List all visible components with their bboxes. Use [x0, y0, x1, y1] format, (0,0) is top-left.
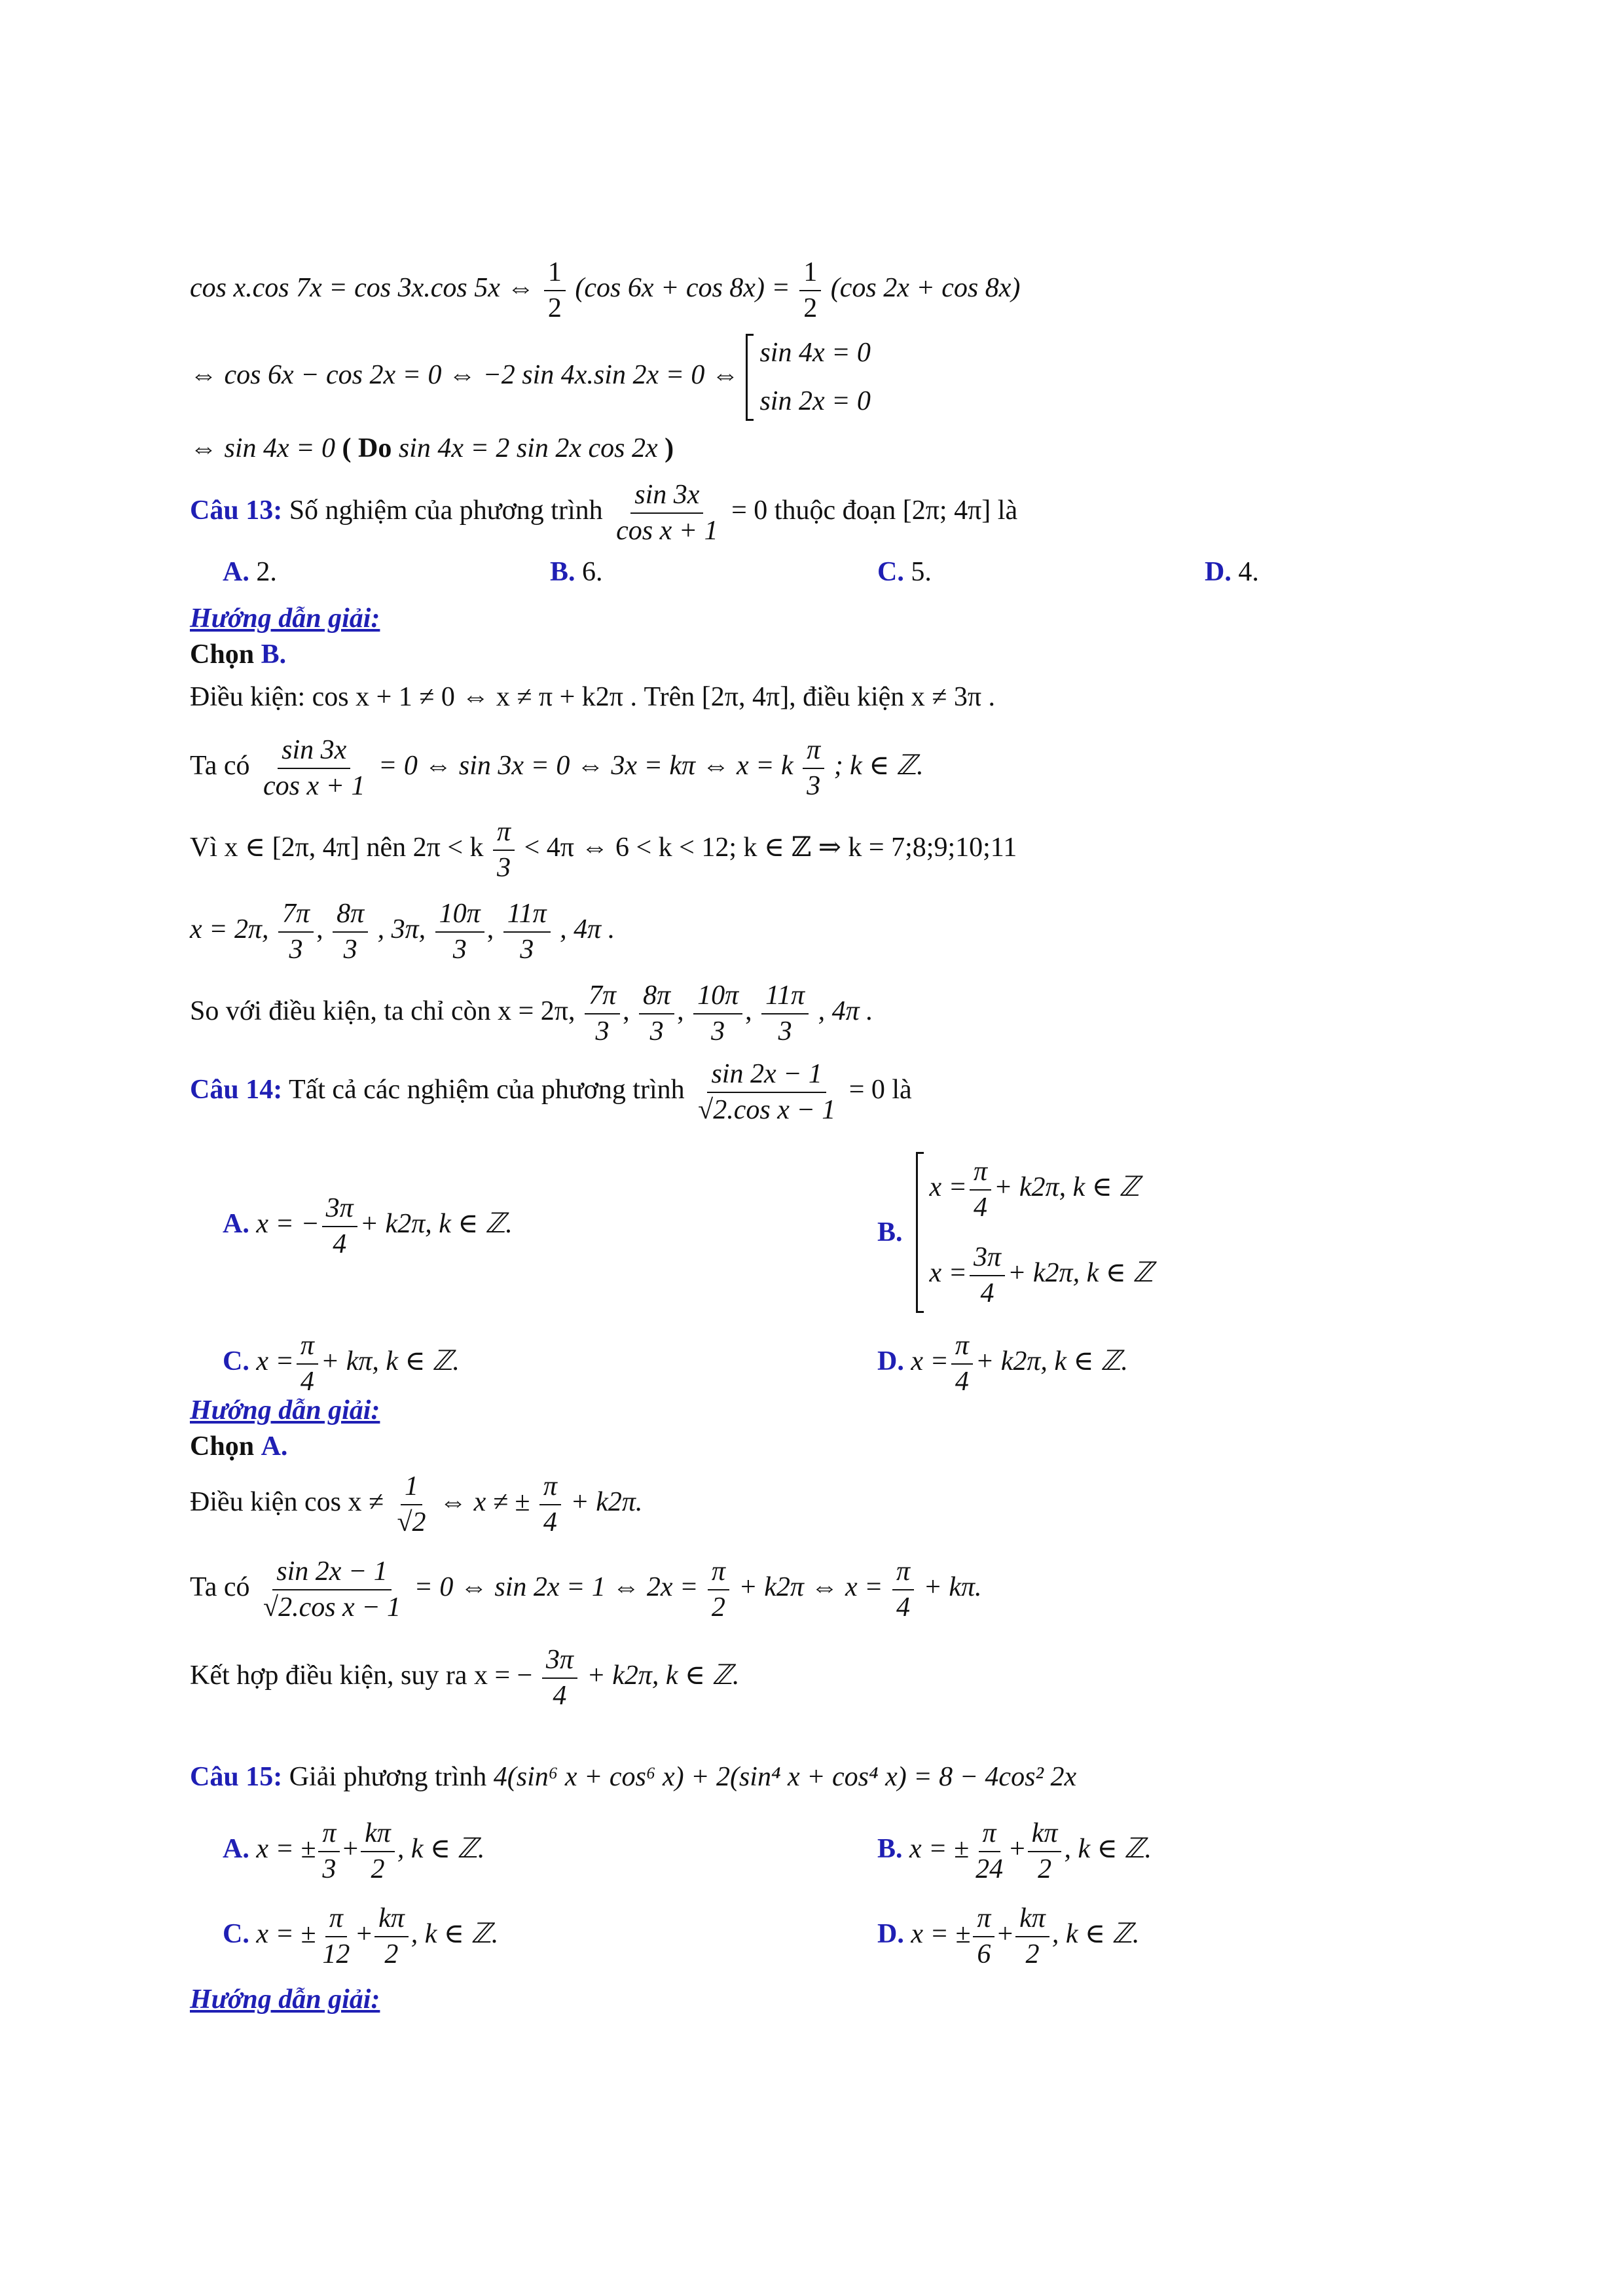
q14-condition: Điều kiện cos x ≠ $\frac{1}{√2}$ ⇔ x ≠ ± $\frac{\pi}{4}$ + k2π. — [190, 1469, 642, 1539]
proof-line-3: ⇔ sin 4x = 0 ( Do sin 4x = 2 sin 2x cos 2x ) — [190, 433, 674, 463]
proof-line-1 — [190, 255, 1020, 325]
q15-label: Câu 15: — [190, 1762, 283, 1792]
proof-l1-b: (cos 2x + cos 8x) — [830, 273, 1021, 304]
q14-answer: Chọn A. — [190, 1431, 288, 1462]
fraction-half: $\frac{1}{2}$ — [544, 255, 566, 325]
proof-l1-lhs: cos x.cos 7x = cos 3x.cos 5x ⇔ — [190, 273, 535, 304]
q13-solve: Ta có $\frac{\sin 3x}{\text{cos x + 1}}$ = 0 ⇔ sin 3x = 0 ⇔ 3x = kπ ⇔ x = k $\frac{\pi}{3}$ ; k ∈ ℤ. — [190, 733, 924, 803]
q13-answer: Chọn B. — [190, 639, 287, 670]
q13-option-c[interactable]: C. 5. — [877, 557, 932, 587]
q14-option-a[interactable]: A. x = − $\frac{3\pi}{4}$ + k2π, k ∈ ℤ. — [223, 1191, 513, 1261]
proof-l1-a: (cos 6x + cos 8x) = — [575, 273, 790, 304]
q14-statement: Câu 14: Tất cả các nghiệm của phương trình $\frac{\sin 2x - 1}{\text{√2.cos x − 1}}$ = 0 là — [190, 1057, 912, 1127]
q15-guide-heading: Hướng dẫn giải: — [190, 1984, 380, 2015]
q15-option-b[interactable]: B. x = ± $\frac{\pi}{24}$ + $\frac{k\pi}{2}$ , k ∈ ℤ. — [877, 1816, 1152, 1886]
q13-option-b[interactable]: B. 6. — [550, 557, 603, 587]
proof-line-2 — [190, 334, 871, 421]
q15-option-d[interactable]: D. x = ± $\frac{\pi}{6}$ + $\frac{k\pi}{2}$ , k ∈ ℤ. — [877, 1901, 1139, 1971]
proof-l2: ⇔ cos 6x − cos 2x = 0 ⇔ −2 sin 4x.sin 2x = 0 ⇔ — [190, 360, 739, 391]
q15-option-a[interactable]: A. x = ± $\frac{\pi}{3}$ + $\frac{k\pi}{2}$ , k ∈ ℤ. — [223, 1816, 484, 1886]
q13-condition: Điều kiện: cos x + 1 ≠ 0 ⇔ x ≠ π + k2π . Trên [2π, 4π], điều kiện x ≠ 3π . — [190, 682, 996, 712]
q13-fraction: $\frac{\sin 3x}{\text{cos x + 1}}$ — [612, 478, 721, 548]
q14-guide-heading: Hướng dẫn giải: — [190, 1395, 380, 1426]
q13-label: Câu 13: — [190, 495, 283, 526]
q14-solve: Ta có $\frac{\sin 2x - 1}{\text{√2.cos x − 1}}$ = 0 ⇔ sin 2x = 1 ⇔ 2x = $\frac{\pi}{2}$ + k2π ⇔ x = $\frac{\pi}{4}$ + kπ. — [190, 1554, 982, 1624]
q15-option-c[interactable]: C. x = ± $\frac{\pi}{12}$ + $\frac{k\pi}{2}$ , k ∈ ℤ. — [223, 1901, 498, 1971]
q15-statement: Câu 15: Giải phương trình 4(sin⁶ x + cos⁶ x) + 2(sin⁴ x + cos⁴ x) = 8 − 4cos² 2x — [190, 1762, 1077, 1792]
q14-option-c[interactable]: C. x = $\frac{\pi}{4}$ + kπ, k ∈ ℤ. — [223, 1329, 460, 1399]
q13-conclusion: So với điều kiện, ta chỉ còn x = 2π, $\frac{7\pi}{3}$ , $\frac{8\pi}{3}$ , $\frac{10\pi}{3}$ , $\frac{11\pi}{3}$ , 4π . — [190, 978, 873, 1049]
q13-list: x = 2π, $\frac{7\pi}{3}$ , $\frac{8\pi}{3}$ , 3π, $\frac{10\pi}{3}$ , $\frac{11\pi}{3}$ , 4π . — [190, 897, 615, 967]
q14-option-b[interactable]: B. x = $\frac{\pi}{4}$ + k2π, k ∈ ℤ x = $\frac{3\pi}{4}$ + k2π, k ∈ ℤ — [877, 1152, 1154, 1313]
q14-conclusion: Kết hợp điều kiện, suy ra x = − $\frac{3\pi}{4}$ + k2π, k ∈ ℤ. — [190, 1643, 739, 1713]
q13-range: Vì x ∈ [2π, 4π] nên 2π < k $\frac{\pi}{3}$ < 4π ⇔ 6 < k < 12; k ∈ ℤ ⇒ k = 7;8;9;10;11 — [190, 815, 1017, 885]
system-bracket: sin 4x = 0 sin 2x = 0 — [746, 334, 871, 421]
q14-label: Câu 14: — [190, 1075, 283, 1105]
q13-guide-heading: Hướng dẫn giải: — [190, 603, 380, 634]
q14-option-d[interactable]: D. x = $\frac{\pi}{4}$ + k2π, k ∈ ℤ. — [877, 1329, 1128, 1399]
q13-statement: Câu 13: Số nghiệm của phương trình $\frac{\sin 3x}{\text{cos x + 1}}$ = 0 thuộc đoạn [2π; 4π] là — [190, 478, 1017, 548]
q13-option-a[interactable]: A. 2. — [223, 557, 277, 587]
q13-option-d[interactable]: D. 4. — [1205, 557, 1259, 587]
fraction-half-2: $\frac{1}{2}$ — [799, 255, 821, 325]
